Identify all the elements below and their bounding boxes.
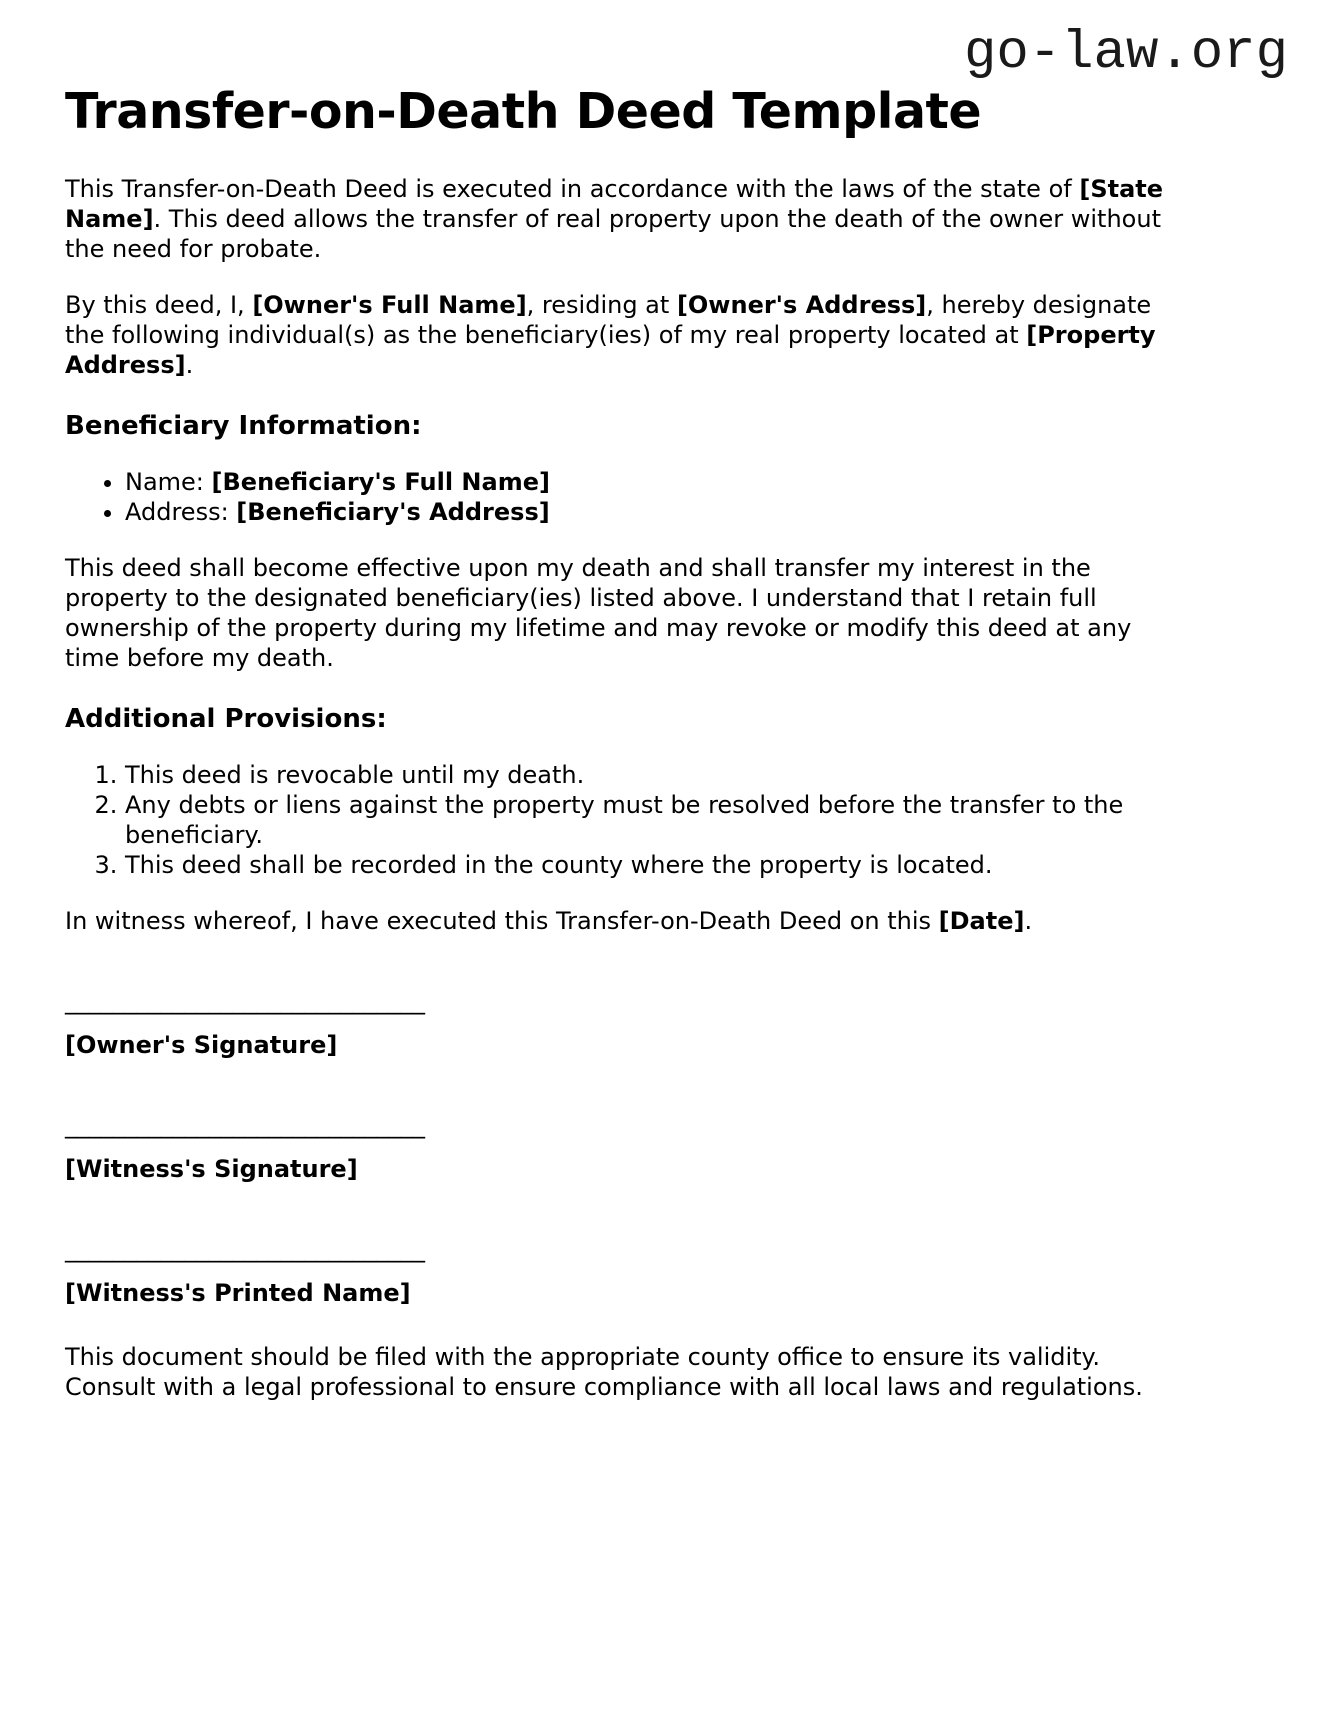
bold-placeholder: [Beneficiary's Full Name]	[211, 468, 550, 496]
witness-paragraph: In witness whereof, I have executed this Transfer-on-Death Deed on this [Date].	[65, 907, 1033, 935]
witness-signature-label: [Witness's Signature]	[65, 1155, 358, 1183]
provision-item-1: 1. This deed is revocable until my death.	[125, 760, 1240, 790]
bold-placeholder: [Owner's Address]	[676, 291, 927, 319]
witness-signature-line: ______________________________	[65, 1111, 425, 1139]
bold-placeholder: [Beneficiary's Address]	[236, 498, 550, 526]
witness-printed-name-label: [Witness's Printed Name]	[65, 1279, 411, 1307]
site-logo: go-law.org	[963, 23, 1288, 84]
bold-placeholder: [Date]	[938, 907, 1025, 935]
bold-placeholder: [Property Address]	[65, 321, 1156, 379]
provision-item-3: 3. This deed shall be recorded in the county where the property is located.	[125, 850, 1240, 880]
witness-printed-name-line: ______________________________	[65, 1235, 425, 1263]
beneficiary-list	[65, 467, 1240, 527]
footer-paragraph: This document should be filed with the appropriate county office to ensure its validity. Consult with a legal professional to ensure compliance with all local laws and regulations.	[65, 1343, 1143, 1401]
beneficiary-name-item: • Name: [Beneficiary's Full Name]	[125, 467, 1240, 497]
page-title: Transfer-on-Death Deed Template	[65, 83, 982, 140]
provisions-list	[65, 760, 1240, 880]
beneficiary-heading: Beneficiary Information:	[65, 411, 422, 441]
beneficiary-address-item: • Address: [Beneficiary's Address]	[125, 497, 1240, 527]
provisions-heading: Additional Provisions:	[65, 704, 387, 734]
designation-paragraph: By this deed, I, [Owner's Full Name], residing at [Owner's Address], hereby designate the following individual(s) as the beneficiary(ies) of my real property located at [Property Address].	[65, 291, 1156, 379]
owner-signature-label: [Owner's Signature]	[65, 1031, 338, 1059]
bold-placeholder: [State Name]	[65, 175, 1164, 233]
owner-signature-line: ______________________________	[65, 987, 425, 1015]
intro-paragraph: This Transfer-on-Death Deed is executed in accordance with the laws of the state of [State Name]. This deed allows the transfer of real property upon the death of the owner without the need for probate.	[65, 175, 1164, 263]
effective-paragraph: This deed shall become effective upon my death and shall transfer my interest in the property to the designated beneficiary(ies) listed above. I understand that I retain full ownership of the property during my lifetime and may revoke or modify this deed at any time before my death.	[65, 554, 1132, 672]
provision-item-2: 2. Any debts or liens against the property must be resolved before the transfer to the beneficiary.	[125, 790, 1240, 850]
bold-placeholder: [Owner's Full Name]	[252, 291, 527, 319]
